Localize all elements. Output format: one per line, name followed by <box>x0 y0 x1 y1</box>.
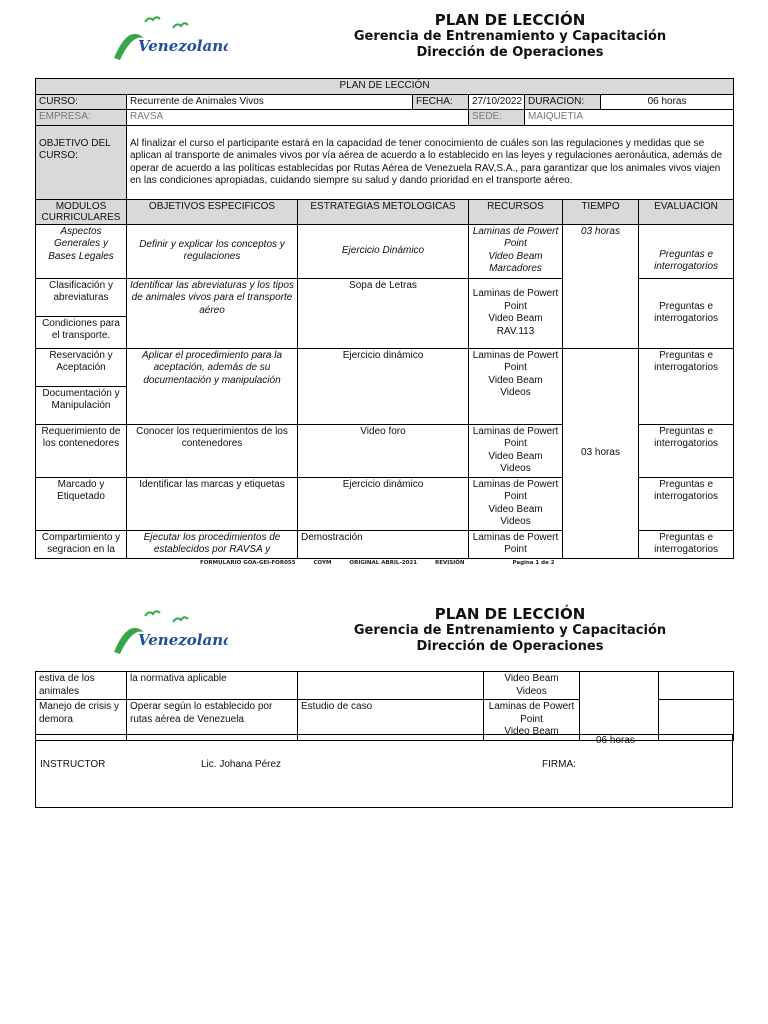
duracion-value: 06 horas <box>601 94 734 110</box>
modulo-cell: Requerimiento de los contenedores <box>36 424 127 477</box>
page2-header <box>0 594 768 664</box>
objetivo-cell: Identificar las marcas y etiquetas <box>127 477 298 530</box>
recursos-cell: Laminas de Powert Point Video Beam Marcadores <box>469 224 563 278</box>
modulo-cell: Clasificación y abreviaturas <box>36 278 127 316</box>
curso-value: Recurrente de Animales Vivos <box>127 94 413 110</box>
modulo-cell: Reservación y Aceptación <box>36 348 127 386</box>
objetivo-cell: Conocer los requerimientos de los contenedores <box>127 424 298 477</box>
col-evaluacion: EVALUACION <box>639 199 734 224</box>
tiempo-cell: 03 horas <box>563 224 639 348</box>
table-row <box>36 672 734 700</box>
header-subtitle-1: Gerencia de Entrenamiento y Capacitación <box>353 29 667 44</box>
header-titles <box>300 11 720 61</box>
logo-text: Venezolana <box>138 631 228 649</box>
curso-label: CURSO: <box>36 94 127 110</box>
fecha-value: 27/10/2022 <box>469 94 525 110</box>
recursos-cell: Laminas de Powert Point Video Beam RAV.113 <box>469 278 563 348</box>
modulo-cell: Compartimiento y segracion en la <box>36 530 127 558</box>
total-time: 06 horas <box>596 735 635 746</box>
page1-header <box>0 0 768 70</box>
estrategia-cell <box>298 672 484 700</box>
col-modulos: MODULOS CURRICULARES <box>36 199 127 224</box>
objetivo-value: Al finalizar el curso el participante estará en la capacidad de tener conocimiento de cuáles son las regulaciones y medidas que se aplican al transporte de animales vivos por vía aérea de acuerdo a lo establecido en las leyes y regulaciones aeronáutica, además de operar de acuerdo a las políticas establecidas por Rutas Aérea de Venezuela RAV,S.A., para garantizar que los animales vivos viajen en las condiciones apropiadas, cuidando siempre su salud y dando prioridad en el transporte aéreo. <box>127 125 734 199</box>
objetivo-cell: Operar según lo establecido por rutas aérea de Venezuela <box>127 700 298 741</box>
evaluacion-cell: Preguntas e interrogatorios <box>639 348 734 424</box>
objetivo-cell: Identificar las abreviaturas y los tipos de animales vivos para el transporte aéreo <box>127 278 298 348</box>
estrategia-cell: Ejercicio dinámico <box>298 348 469 424</box>
table-row <box>36 224 734 278</box>
header-subtitle-2: Dirección de Operaciones <box>416 639 604 654</box>
footer-page: Pagina 1 de 2 <box>512 560 555 566</box>
form-title: PLAN DE LECCIÓN <box>36 79 734 95</box>
estrategia-cell: Ejercicio dinámico <box>298 477 469 530</box>
firma-label: FIRMA: <box>542 759 576 770</box>
col-tiempo: TIEMPO <box>563 199 639 224</box>
form-footer <box>200 560 620 566</box>
empresa-value: RAVSA <box>127 110 469 126</box>
signature-box <box>35 734 733 808</box>
table-row <box>36 348 734 386</box>
header-subtitle-1: Gerencia de Entrenamiento y Capacitación <box>353 623 667 638</box>
col-estrategias: ESTRATEGIAS METOLOGICAS <box>298 199 469 224</box>
estrategia-cell: Estudio de caso <box>298 700 484 741</box>
evaluacion-cell: Preguntas e interrogatorios <box>639 477 734 530</box>
modulo-cell: Aspectos Generales y Bases Legales <box>36 224 127 278</box>
modulo-cell: estiva de los animales <box>36 672 127 700</box>
lesson-plan-table-continued <box>35 671 734 741</box>
footer-revision: REVISIÓN <box>434 560 465 566</box>
recursos-cell: Laminas de Powert Point Video Beam Videos <box>469 477 563 530</box>
lesson-plan-table <box>35 78 734 559</box>
tiempo-cell: 03 horas <box>563 348 639 558</box>
recursos-cell: Laminas de Powert Point Video Beam Videos <box>469 424 563 477</box>
estrategia-cell: Ejercicio Dinámico <box>298 224 469 278</box>
modulo-cell: Marcado y Etiquetado <box>36 477 127 530</box>
objetivo-cell: Ejecutar los procedimientos de establecidos por RAVSA y <box>127 530 298 558</box>
logo-text: Venezolana <box>138 37 228 55</box>
instructor-name: Lic. Johana Pérez <box>201 759 282 770</box>
empresa-label: EMPRESA: <box>36 110 127 126</box>
sede-label: SEDE: <box>469 110 525 126</box>
header-title: PLAN DE LECCIÓN <box>434 11 586 29</box>
recursos-cell: Laminas de Powert Point <box>469 530 563 558</box>
evaluacion-cell: Preguntas e interrogatorios <box>639 424 734 477</box>
objetivo-cell: Aplicar el procedimiento para la aceptación, además de su documentación y manipulación <box>127 348 298 424</box>
venezolana-logo <box>108 608 228 660</box>
fecha-label: FECHA: <box>413 94 469 110</box>
objetivo-cell: la normativa aplicable <box>127 672 298 700</box>
footer-code: FORMULARIO GOA-GEI-FOR055 <box>200 560 296 566</box>
footer-coym: COYM <box>313 560 332 566</box>
instructor-label: INSTRUCTOR <box>40 759 106 770</box>
objetivo-cell: Definir y explicar los conceptos y regulaciones <box>127 224 298 278</box>
recursos-cell: Laminas de Powert Point Video Beam Videos <box>469 348 563 424</box>
venezolana-logo <box>108 14 228 66</box>
logo-graphic <box>108 608 228 660</box>
header-subtitle-2: Dirección de Operaciones <box>416 45 604 60</box>
estrategia-cell: Video foro <box>298 424 469 477</box>
evaluacion-cell <box>659 672 734 700</box>
recursos-cell: Video Beam Videos <box>484 672 580 700</box>
objetivo-label: OBJETIVO DEL CURSO: <box>36 125 127 199</box>
estrategia-cell: Sopa de Letras <box>298 278 469 348</box>
modulo-cell: Condiciones para el transporte. <box>36 316 127 348</box>
col-objetivos: OBJETIVOS ESPECIFICOS <box>127 199 298 224</box>
estrategia-cell: Demostración <box>298 530 469 558</box>
evaluacion-cell: Preguntas e interrogatorios <box>639 530 734 558</box>
header-title: PLAN DE LECCIÓN <box>434 605 586 623</box>
modulo-cell: Manejo de crisis y demora <box>36 700 127 741</box>
col-recursos: RECURSOS <box>469 199 563 224</box>
tiempo-cell <box>580 672 659 741</box>
sede-value: MAIQUETIA <box>525 110 734 126</box>
header-titles <box>300 605 720 655</box>
duracion-label: DURACION: <box>525 94 601 110</box>
logo-graphic <box>108 14 228 66</box>
evaluacion-cell: Preguntas e interrogatorios <box>639 278 734 348</box>
recursos-cell: Laminas de Powert Point Video Beam <box>484 700 580 741</box>
footer-original: ORIGINAL ABRIL-2021 <box>349 560 418 566</box>
evaluacion-cell: Preguntas e interrogatorios <box>639 224 734 278</box>
modulo-cell: Documentación y Manipulación <box>36 386 127 424</box>
